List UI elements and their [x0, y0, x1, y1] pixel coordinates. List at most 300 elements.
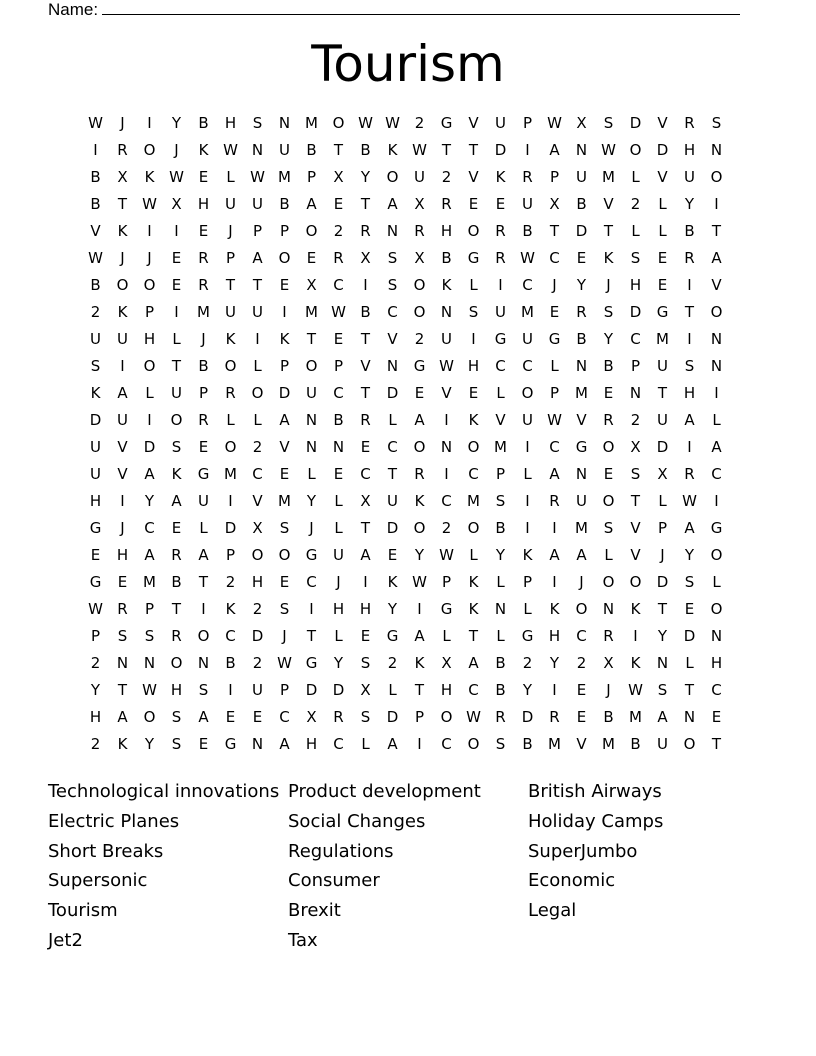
grid-letter: J [660, 546, 665, 564]
grid-letter: J [147, 249, 152, 267]
grid-letter: B [603, 708, 614, 726]
grid-letter: C [468, 465, 479, 483]
grid-letter: M [629, 708, 642, 726]
grid-letter: C [441, 492, 452, 510]
grid-letter: O [170, 654, 183, 672]
grid-row [82, 164, 730, 191]
grid-letter: I [552, 681, 557, 699]
grid-letter: L [658, 492, 667, 510]
grid-letter: S [387, 249, 398, 267]
word-bank-item: Tax [288, 929, 318, 951]
grid-letter: V [252, 492, 263, 510]
grid-letter: U [90, 330, 101, 348]
grid-letter: M [602, 168, 615, 186]
grid-letter: E [198, 222, 209, 240]
grid-letter: Y [684, 195, 695, 213]
grid-letter: G [440, 600, 453, 618]
grid-letter: N [656, 654, 669, 672]
grid-letter: B [522, 222, 533, 240]
grid-letter: D [494, 141, 507, 159]
grid-letter: T [657, 600, 668, 618]
page-title: Tourism [311, 35, 505, 93]
grid-letter: H [710, 654, 723, 672]
word-bank-item: SuperJumbo [528, 840, 638, 862]
grid-letter: I [471, 330, 476, 348]
grid-row [82, 461, 730, 488]
grid-row [82, 488, 730, 515]
grid-letter: O [602, 492, 615, 510]
grid-letter: H [629, 276, 642, 294]
grid-row [82, 110, 730, 137]
grid-letter: O [251, 546, 264, 564]
grid-letter: I [147, 411, 152, 429]
grid-letter: G [413, 357, 426, 375]
grid-letter: U [387, 492, 398, 510]
grid-letter: K [90, 384, 101, 402]
word-bank-column [288, 778, 528, 957]
grid-letter: R [684, 249, 695, 267]
grid-letter: G [467, 249, 480, 267]
grid-letter: R [495, 249, 506, 267]
grid-letter: T [549, 222, 560, 240]
grid-letter: I [714, 384, 719, 402]
grid-letter: K [144, 168, 155, 186]
grid-letter: D [521, 708, 534, 726]
grid-letter: B [90, 168, 101, 186]
grid-letter: K [630, 600, 641, 618]
grid-letter: X [117, 168, 128, 186]
grid-letter: R [171, 546, 182, 564]
grid-letter: C [549, 438, 560, 456]
grid-letter: T [306, 627, 317, 645]
grid-letter: W [142, 681, 157, 699]
grid-letter: N [602, 600, 615, 618]
word-bank-item: Economic [528, 870, 616, 892]
grid-letter: N [575, 357, 588, 375]
grid-letter: I [633, 627, 638, 645]
word-bank-item: Technological innovations [48, 781, 280, 802]
grid-letter: E [333, 465, 344, 483]
grid-letter: H [440, 222, 453, 240]
grid-row [82, 218, 730, 245]
grid-letter: H [305, 735, 318, 753]
grid-letter: A [387, 735, 398, 753]
grid-letter: A [117, 384, 128, 402]
grid-letter: U [117, 411, 128, 429]
grid-letter: N [143, 654, 156, 672]
grid-letter: O [305, 357, 318, 375]
grid-letter: O [224, 438, 237, 456]
grid-letter: W [169, 168, 184, 186]
grid-letter: P [414, 708, 425, 726]
grid-letter: D [143, 438, 156, 456]
grid-letter: T [711, 735, 722, 753]
grid-letter: R [117, 141, 128, 159]
grid-letter: T [117, 681, 128, 699]
grid-letter: V [630, 546, 641, 564]
grid-letter: U [657, 357, 668, 375]
grid-letter: L [631, 168, 640, 186]
grid-letter: E [333, 330, 344, 348]
grid-letter: V [657, 168, 668, 186]
grid-letter: I [417, 735, 422, 753]
grid-letter: Y [360, 168, 371, 186]
grid-letter: N [251, 141, 264, 159]
grid-letter: I [282, 303, 287, 321]
grid-letter: H [197, 195, 210, 213]
grid-letter: R [522, 168, 533, 186]
grid-letter: M [305, 114, 318, 132]
grid-letter: O [467, 519, 480, 537]
grid-letter: V [657, 114, 668, 132]
grid-letter: P [333, 357, 344, 375]
word-bank-item: Jet2 [48, 929, 83, 951]
grid-letter: L [226, 168, 235, 186]
grid-letter: O [332, 114, 345, 132]
grid-letter: E [468, 195, 479, 213]
grid-letter: S [684, 573, 695, 591]
grid-letter: X [603, 654, 614, 672]
grid-letter: A [711, 438, 722, 456]
grid-letter: R [360, 222, 371, 240]
grid-letter: I [417, 600, 422, 618]
grid-letter: 2 [252, 600, 263, 618]
grid-letter: R [333, 249, 344, 267]
grid-letter: K [387, 141, 398, 159]
grid-letter: 2 [225, 573, 236, 591]
grid-letter: A [468, 654, 479, 672]
grid-letter: G [89, 573, 102, 591]
grid-letter: T [603, 222, 614, 240]
grid-letter: H [683, 141, 696, 159]
grid-letter: H [359, 600, 372, 618]
grid-letter: X [630, 438, 641, 456]
grid-letter: K [441, 276, 452, 294]
grid-letter: K [225, 330, 236, 348]
grid-letter: X [441, 654, 452, 672]
grid-row [82, 623, 730, 650]
grid-letter: C [279, 708, 290, 726]
grid-letter: C [468, 681, 479, 699]
grid-letter: L [658, 222, 667, 240]
grid-letter: D [386, 519, 399, 537]
grid-letter: L [307, 465, 316, 483]
grid-letter: U [576, 168, 587, 186]
grid-letter: I [120, 492, 125, 510]
grid-row [82, 353, 730, 380]
grid-letter: W [88, 114, 103, 132]
grid-letter: S [117, 627, 128, 645]
grid-letter: C [333, 276, 344, 294]
grid-row [82, 137, 730, 164]
grid-letter: A [387, 195, 398, 213]
grid-letter: D [629, 303, 642, 321]
grid-letter: L [388, 681, 397, 699]
grid-letter: U [306, 384, 317, 402]
grid-letter: M [278, 168, 291, 186]
grid-letter: H [467, 357, 480, 375]
word-bank-item: Legal [528, 900, 577, 922]
grid-letter: Y [657, 627, 668, 645]
grid-letter: N [710, 627, 723, 645]
grid-letter: N [683, 708, 696, 726]
grid-letter: E [495, 195, 506, 213]
grid-letter: A [144, 546, 155, 564]
grid-letter: I [363, 276, 368, 294]
grid-letter: W [223, 141, 238, 159]
grid-row [82, 380, 730, 407]
grid-letter: B [603, 357, 614, 375]
grid-letter: O [386, 168, 399, 186]
grid-letter: O [683, 735, 696, 753]
grid-letter: K [630, 654, 641, 672]
grid-letter: I [174, 222, 179, 240]
grid-letter: O [710, 303, 723, 321]
grid-letter: N [629, 384, 642, 402]
grid-letter: D [305, 681, 318, 699]
grid-letter: E [684, 600, 695, 618]
grid-letter: G [656, 303, 669, 321]
grid-letter: O [629, 141, 642, 159]
grid-letter: T [468, 627, 479, 645]
grid-letter: S [279, 519, 290, 537]
grid-letter: I [525, 438, 530, 456]
grid-letter: M [224, 465, 237, 483]
grid-letter: W [88, 600, 103, 618]
grid-row [82, 326, 730, 353]
grid-letter: N [494, 600, 507, 618]
grid-letter: E [279, 465, 290, 483]
grid-letter: O [278, 546, 291, 564]
grid-letter: I [687, 438, 692, 456]
grid-letter: 2 [630, 195, 641, 213]
grid-letter: E [306, 249, 317, 267]
grid-letter: Y [414, 546, 425, 564]
grid-letter: J [228, 222, 233, 240]
grid-letter: R [171, 627, 182, 645]
grid-letter: X [414, 249, 425, 267]
grid-letter: X [360, 492, 371, 510]
grid-letter: L [685, 654, 694, 672]
grid-letter: E [171, 249, 182, 267]
letter-grid [82, 110, 730, 758]
grid-letter: K [117, 303, 128, 321]
grid-letter: S [252, 114, 263, 132]
grid-letter: P [630, 357, 641, 375]
grid-letter: Y [144, 735, 155, 753]
grid-letter: S [387, 276, 398, 294]
grid-letter: O [170, 411, 183, 429]
grid-letter: M [602, 735, 615, 753]
grid-letter: E [387, 546, 398, 564]
grid-letter: H [332, 600, 345, 618]
grid-letter: E [360, 627, 371, 645]
grid-letter: N [575, 465, 588, 483]
grid-letter: K [117, 735, 128, 753]
grid-letter: S [603, 114, 614, 132]
word-bank-item: Social Changes [288, 810, 426, 832]
grid-letter: B [198, 114, 209, 132]
grid-letter: O [224, 357, 237, 375]
grid-letter: S [630, 465, 641, 483]
grid-letter: S [171, 708, 182, 726]
grid-letter: L [523, 600, 532, 618]
grid-letter: A [306, 195, 317, 213]
word-bank-item: Short Breaks [48, 840, 164, 862]
grid-letter: P [225, 249, 236, 267]
grid-letter: U [252, 195, 263, 213]
grid-letter: B [198, 357, 209, 375]
grid-letter: R [684, 114, 695, 132]
grid-letter: S [495, 492, 506, 510]
grid-letter: U [495, 114, 506, 132]
grid-letter: C [522, 357, 533, 375]
grid-letter: C [360, 465, 371, 483]
grid-letter: A [576, 546, 587, 564]
grid-letter: K [468, 573, 479, 591]
grid-letter: P [657, 519, 668, 537]
grid-letter: E [225, 708, 236, 726]
grid-letter: X [576, 114, 587, 132]
grid-letter: E [576, 708, 587, 726]
grid-letter: W [628, 681, 643, 699]
grid-letter: U [333, 546, 344, 564]
grid-letter: Y [90, 681, 101, 699]
grid-letter: C [711, 465, 722, 483]
grid-letter: K [279, 330, 290, 348]
grid-row [82, 191, 730, 218]
grid-letter: I [552, 573, 557, 591]
grid-letter: V [630, 519, 641, 537]
grid-letter: K [468, 411, 479, 429]
grid-letter: O [602, 573, 615, 591]
grid-letter: E [711, 708, 722, 726]
grid-letter: R [576, 303, 587, 321]
grid-letter: V [441, 384, 452, 402]
grid-letter: I [714, 492, 719, 510]
grid-letter: C [711, 681, 722, 699]
grid-letter: N [710, 141, 723, 159]
grid-letter: D [656, 141, 669, 159]
grid-letter: B [279, 195, 290, 213]
grid-letter: C [144, 519, 155, 537]
grid-letter: R [414, 222, 425, 240]
grid-letter: S [495, 735, 506, 753]
grid-letter: N [440, 438, 453, 456]
grid-letter: U [684, 168, 695, 186]
grid-row [82, 272, 730, 299]
grid-letter: B [225, 654, 236, 672]
grid-letter: P [144, 303, 155, 321]
grid-letter: 2 [441, 519, 452, 537]
grid-letter: P [225, 546, 236, 564]
grid-letter: X [252, 519, 263, 537]
word-bank-item: Electric Planes [48, 810, 180, 832]
grid-letter: T [198, 573, 209, 591]
grid-letter: L [496, 573, 505, 591]
grid-letter: C [387, 303, 398, 321]
grid-letter: N [332, 438, 345, 456]
grid-letter: G [710, 519, 723, 537]
grid-row [82, 596, 730, 623]
grid-letter: B [171, 573, 182, 591]
grid-letter: X [360, 681, 371, 699]
grid-letter: T [252, 276, 263, 294]
grid-letter: K [495, 168, 506, 186]
grid-letter: R [414, 465, 425, 483]
grid-letter: I [444, 465, 449, 483]
grid-letter: P [549, 384, 560, 402]
grid-letter: B [360, 303, 371, 321]
grid-letter: B [495, 654, 506, 672]
grid-letter: B [333, 411, 344, 429]
grid-letter: O [440, 708, 453, 726]
grid-letter: E [198, 735, 209, 753]
grid-letter: N [440, 303, 453, 321]
grid-letter: U [117, 330, 128, 348]
grid-letter: H [116, 546, 129, 564]
grid-letter: H [440, 681, 453, 699]
grid-letter: 2 [333, 222, 344, 240]
grid-letter: U [657, 411, 668, 429]
grid-letter: U [225, 303, 236, 321]
name-underline [102, 0, 740, 15]
grid-letter: T [306, 330, 317, 348]
grid-letter: 2 [387, 654, 398, 672]
grid-letter: V [360, 357, 371, 375]
grid-letter: I [228, 492, 233, 510]
grid-row [82, 434, 730, 461]
word-bank-item: Product development [288, 781, 481, 802]
grid-letter: T [171, 600, 182, 618]
grid-letter: B [495, 681, 506, 699]
grid-letter: X [414, 195, 425, 213]
grid-letter: B [360, 141, 371, 159]
grid-letter: K [387, 573, 398, 591]
word-bank-item: Holiday Camps [528, 810, 664, 832]
grid-letter: M [278, 492, 291, 510]
grid-letter: U [414, 168, 425, 186]
grid-letter: I [174, 303, 179, 321]
grid-letter: T [630, 492, 641, 510]
grid-letter: J [552, 276, 557, 294]
grid-letter: D [278, 384, 291, 402]
grid-letter: T [171, 357, 182, 375]
grid-letter: M [548, 735, 561, 753]
word-bank-item: Regulations [288, 840, 394, 862]
grid-letter: T [333, 141, 344, 159]
grid-letter: W [331, 303, 346, 321]
grid-letter: O [710, 600, 723, 618]
grid-letter: R [441, 195, 452, 213]
grid-letter: Y [549, 654, 560, 672]
grid-letter: P [90, 627, 101, 645]
grid-letter: C [252, 465, 263, 483]
grid-letter: U [279, 141, 290, 159]
grid-letter: W [412, 141, 427, 159]
grid-letter: C [441, 735, 452, 753]
word-bank-item: British Airways [528, 781, 662, 802]
grid-letter: G [224, 735, 237, 753]
grid-letter: A [711, 249, 722, 267]
grid-letter: W [385, 114, 400, 132]
grid-letter: L [523, 465, 532, 483]
grid-letter: J [606, 681, 611, 699]
grid-letter: S [171, 735, 182, 753]
grid-letter: O [629, 573, 642, 591]
grid-letter: D [683, 627, 696, 645]
grid-letter: T [360, 519, 371, 537]
